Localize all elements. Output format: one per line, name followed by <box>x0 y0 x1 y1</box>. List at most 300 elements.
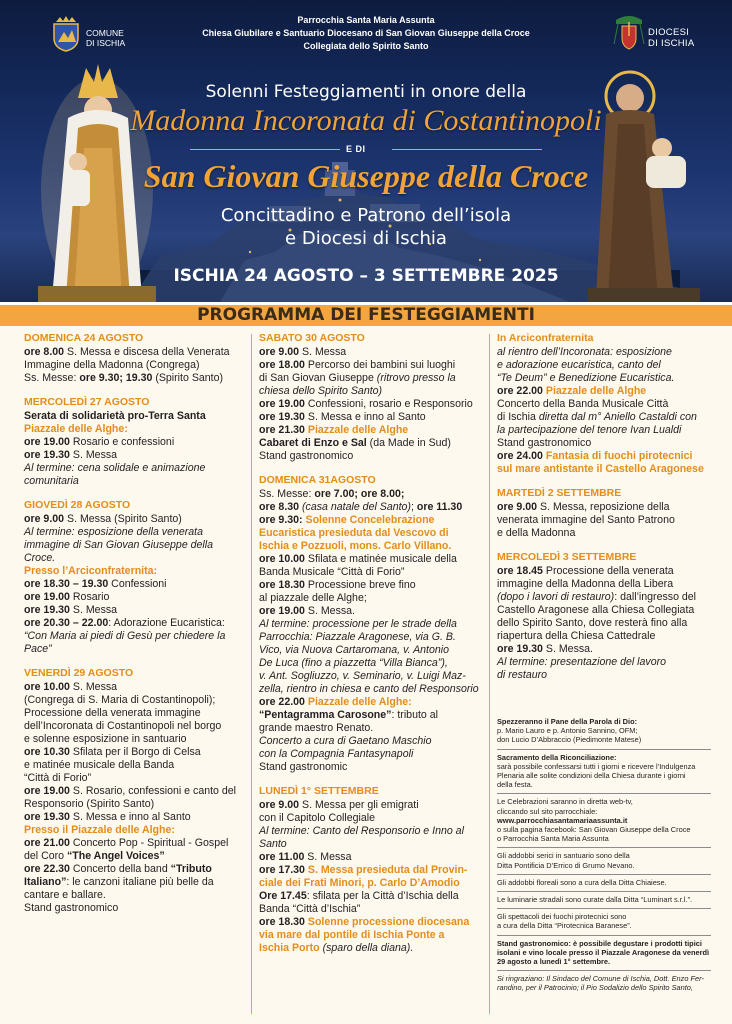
text-run: Percorso dei bambini sui luoghi <box>304 359 456 371</box>
text-run: del Coro <box>24 850 67 862</box>
text-run: ore 24.00 <box>497 450 543 462</box>
program-line <box>497 948 711 957</box>
text-run: S. Messa per gli emigrati <box>299 799 419 811</box>
program-line <box>24 733 246 746</box>
divider-line <box>190 149 340 150</box>
text-run: S. Messa <box>299 346 347 358</box>
note-item <box>497 936 711 972</box>
program-line <box>24 798 246 811</box>
text-run: ore 9.00 <box>24 513 65 525</box>
text-run: Piazzale delle Alghe: <box>304 696 412 708</box>
text-run: (sparo della diana). <box>319 942 414 954</box>
text-run: ore 19.30 <box>259 411 305 423</box>
text-run: Piazzale delle Alghe <box>542 385 647 397</box>
text-run: Concerto della Banda Musicale Città <box>497 398 669 410</box>
comune-label-line: COMUNE <box>86 28 124 38</box>
text-run: Al termine: processione per le strade della <box>259 618 457 630</box>
program-line <box>24 526 246 539</box>
poster-header <box>0 0 732 302</box>
text-run: dell’Incoronata di Costantinopoli nel borgo <box>24 720 222 732</box>
text-run: S. Messa. <box>542 643 593 655</box>
text-run: con la Compagnia Fantasynapoli <box>259 748 414 760</box>
text-run: venerata immagine del Santo Patrono <box>497 514 675 526</box>
text-run: Stand gastronomico <box>497 437 592 449</box>
text-run: Eucaristica presieduta dal Vescovo di <box>259 527 449 539</box>
text-run: isolani e vino locale presso il Piazzale Aragonese da venerdì <box>497 947 710 957</box>
program-line <box>24 902 246 915</box>
text-run: : sfilata per la Città d’Ischia della <box>306 890 459 902</box>
program-line <box>24 720 246 733</box>
text-run: sarà possibile confessarsi tutti i giorni e ricevere l’Indulgenza <box>497 761 696 771</box>
program-line <box>497 604 711 617</box>
program-line <box>497 797 711 806</box>
text-run: dello Spirito Santo, dove resterà fino alla <box>497 617 688 629</box>
text-run: Presso l’Arciconfraternita: <box>24 565 158 577</box>
comune-label <box>86 28 125 48</box>
day-heading: MERCOLEDÌ 3 SETTEMBRE <box>497 551 637 563</box>
text-run: Presso il Piazzale delle Alghe: <box>24 824 175 836</box>
text-run: Solenne processione diocesana <box>304 916 470 928</box>
program-line <box>497 780 711 789</box>
text-run: ore 19.00 <box>259 398 305 410</box>
program-line <box>259 398 485 411</box>
program-line <box>497 514 711 527</box>
program-column <box>259 332 485 955</box>
program-line <box>24 889 246 902</box>
program-line <box>259 579 485 592</box>
program-line <box>259 812 485 825</box>
note-item <box>497 794 711 848</box>
program-line <box>497 735 711 744</box>
text-run: o sulla pagina facebook: San Giovan Giuseppe della Croce <box>497 825 691 835</box>
text-run: ore 10.00 <box>259 553 305 565</box>
program-line <box>497 656 711 669</box>
subtitle-line: e Diocesi di Ischia <box>285 228 447 249</box>
program-line <box>259 722 485 735</box>
program-line <box>497 921 711 930</box>
text-run: (Spirito Santo) <box>152 372 224 384</box>
program-line <box>259 553 485 566</box>
comune-crest-icon <box>50 14 82 52</box>
text-run: immagine di San Giovan Giuseppe della <box>24 539 214 551</box>
text-run: S. Messa, reposizione della <box>537 501 670 513</box>
program-line <box>259 437 485 450</box>
parish-line: Collegiata dello Spirito Santo <box>303 41 429 51</box>
program-line <box>24 346 246 359</box>
program-line <box>24 565 246 578</box>
text-run: www.parrocchiasantamariaassunta.it <box>497 815 628 825</box>
program-line <box>497 816 711 825</box>
day-heading: MARTEDÌ 2 SETTEMBRE <box>497 487 622 499</box>
program-banner <box>0 302 732 326</box>
program-line <box>497 753 711 762</box>
text-run: ore 7.00; ore 8.00; <box>314 488 405 500</box>
program-line <box>497 359 711 372</box>
text-run: Cabaret di <box>259 437 314 449</box>
text-run: la partecipazione del tenore Ivan Lualdi <box>497 424 682 436</box>
diocesi-label <box>648 27 695 49</box>
text-run: Processione breve fino <box>304 579 416 591</box>
text-run: (ritrovo presso la <box>376 372 456 384</box>
program-line <box>497 450 711 463</box>
program-line <box>259 644 485 657</box>
program-line <box>259 696 485 709</box>
text-run: al rientro dell’Incoronata: esposizione <box>497 346 672 358</box>
program-line <box>497 895 711 904</box>
program-line <box>497 643 711 656</box>
program-line <box>259 942 485 955</box>
program-line <box>24 837 246 850</box>
program-line <box>259 916 485 929</box>
text-run: Gli addobbi serici in santuario sono della <box>497 851 630 861</box>
text-run: Ore 17.45 <box>259 890 307 902</box>
program-line <box>259 748 485 761</box>
text-run: S. Messa (Spirito Santo) <box>64 513 182 525</box>
text-run: Italiano” <box>24 876 67 888</box>
event-dates: ISCHIA 24 AGOSTO – 3 SETTEMBRE 2025 <box>173 266 559 286</box>
program-line <box>24 436 246 449</box>
program-line <box>497 346 711 359</box>
program-line <box>259 372 485 385</box>
text-run: ; <box>410 501 417 513</box>
text-run: Serata di solidarietà pro-Terra Santa <box>24 410 206 422</box>
text-run: ore 18.30 <box>259 579 305 591</box>
text-run: Banda “Città d’Ischia” <box>259 903 361 915</box>
note-item <box>497 750 711 795</box>
program-line <box>259 929 485 942</box>
text-run: Al termine: Canto del Responsorio e Inno al <box>259 825 464 837</box>
program-line <box>497 669 711 682</box>
program-line <box>24 824 246 837</box>
text-run: Ss. Messe: <box>24 372 80 384</box>
text-run: Sacramento della Riconciliazione: <box>497 752 617 762</box>
day-heading: SABATO 30 AGOSTO <box>259 332 365 344</box>
text-run: comunitaria <box>24 475 79 487</box>
program-line <box>24 850 246 863</box>
text-run: e della Madonna <box>497 527 576 539</box>
program-line <box>24 410 246 423</box>
text-run: Rosario e confessioni <box>69 436 175 448</box>
note-item <box>497 714 711 750</box>
text-run: di Ischia <box>497 411 539 423</box>
diocesi-label-line: DI ISCHIA <box>648 38 695 49</box>
text-run: Immagine della Madonna (Congrega) <box>24 359 200 371</box>
text-run: S. Messa <box>69 449 118 461</box>
text-run: S. Messa e inno al Santo <box>304 411 426 423</box>
program-line <box>24 694 246 707</box>
program-line <box>259 670 485 683</box>
program-line <box>497 834 711 843</box>
program-line <box>497 912 711 921</box>
program-line <box>24 759 246 772</box>
program-line <box>259 761 485 774</box>
text-run: e solenne esposizione in santuario <box>24 733 187 745</box>
text-run: sul mare antistante il Castello Aragonese <box>497 463 704 475</box>
conjunction-label: E DI <box>346 144 366 154</box>
text-run: Banda Musicale “Città di Forio” <box>259 566 405 578</box>
text-run: S. Messa. <box>304 605 355 617</box>
program-line <box>24 475 246 488</box>
note-item <box>497 971 711 996</box>
text-run: ore 19.30 <box>24 604 70 616</box>
text-run: Si ringraziano: Il Sindaco del Comune di Ischia, Dott. Enzo Fer- <box>497 974 704 984</box>
text-run: ore 9.30: <box>259 514 303 526</box>
text-run: “Pentagramma Carosone” <box>259 709 392 721</box>
program-line <box>497 630 711 643</box>
text-run: ore 10.00 <box>24 681 70 693</box>
text-run: ore 19.30 <box>24 811 70 823</box>
text-run: della festa. <box>497 780 533 790</box>
program-line <box>24 681 246 694</box>
day-heading: GIOVEDÌ 28 AGOSTO <box>24 499 131 511</box>
text-run: ore 21.30 <box>259 424 305 436</box>
program-line <box>259 540 485 553</box>
program-line <box>497 411 711 424</box>
program-line <box>259 450 485 463</box>
madonna-title: Madonna Incoronata di Costantinopoli <box>130 104 602 137</box>
text-run: zella, rientro in chiesa e canto del Responsorio <box>259 683 479 695</box>
program-line <box>497 771 711 780</box>
text-run: : dall’ingresso del <box>614 591 697 603</box>
program-line <box>259 385 485 398</box>
text-run: S. Messa e inno al Santo <box>69 811 191 823</box>
column-divider <box>251 334 252 1014</box>
text-run: ore 17.30 <box>259 864 305 876</box>
program-line <box>259 488 485 501</box>
program-line <box>24 552 246 565</box>
program-line <box>24 707 246 720</box>
program-line <box>24 359 246 372</box>
text-run: immagine della Madonna della Libera <box>497 578 674 590</box>
text-run: Enzo e Sal <box>313 437 367 449</box>
text-run: ore 22.00 <box>259 696 305 708</box>
text-run: ore 18.45 <box>497 565 543 577</box>
program-line <box>259 618 485 631</box>
day-heading: LUNEDÌ 1° SETTEMBRE <box>259 785 379 797</box>
subtitle-line: Concittadino e Patrono dell’isola <box>220 205 512 226</box>
notes-box <box>497 714 711 997</box>
program-line <box>24 604 246 617</box>
note-item <box>497 909 711 935</box>
text-run: Plenaria alle solite condizioni della Chiesa durante i giorni <box>497 771 686 781</box>
day-heading: MERCOLEDÌ 27 AGOSTO <box>24 396 150 408</box>
program-line <box>497 717 711 726</box>
note-item <box>497 848 711 874</box>
text-run: Stand gastronomico <box>24 902 119 914</box>
program-column <box>497 332 711 682</box>
text-run: (casa natale del Santo) <box>302 501 411 513</box>
text-run: Solenne Concelebrazione <box>302 514 435 526</box>
program-line <box>497 807 711 816</box>
program-line <box>259 903 485 916</box>
program-line <box>497 372 711 385</box>
text-run: Ischia Porto <box>259 942 320 954</box>
program-line <box>259 825 485 838</box>
program-line <box>24 643 246 656</box>
program-line <box>497 878 711 887</box>
text-run: Stand gastronomic <box>259 761 348 773</box>
text-run: S. Messa e discesa della Venerata <box>64 346 230 358</box>
program-line <box>497 825 711 834</box>
text-run: ore 9.00 <box>259 346 300 358</box>
program-line <box>259 514 485 527</box>
text-run: e adorazione eucaristica, canto del <box>497 359 661 371</box>
text-run: riapertura della Chiesa Cattedrale <box>497 630 656 642</box>
program-line <box>259 851 485 864</box>
day-heading: In Arciconfraternita <box>497 332 594 344</box>
text-run: Castello Aragonese alla Chiesa Collegiata <box>497 604 695 616</box>
text-run: a cura della Ditta “Pirotecnica Baranese”. <box>497 921 632 931</box>
text-run: Processione della venerata immagine <box>24 707 201 719</box>
text-run: Stand gastronomico: è possibile degustare i prodotti tipici <box>497 938 702 948</box>
text-run: cantare e ballare. <box>24 889 106 901</box>
text-run: Gli addobbi floreali sono a cura della Ditta Chiaiese. <box>497 877 667 887</box>
program-line <box>497 424 711 437</box>
diocesi-crest-icon <box>612 14 646 52</box>
program-line <box>497 565 711 578</box>
program-line <box>497 939 711 948</box>
text-run: Croce. <box>24 552 56 564</box>
text-run: Parrocchia: Piazzale Aragonese, via G. B. <box>259 631 456 643</box>
text-run: ore 19.00 <box>24 591 70 603</box>
program-line <box>497 983 711 992</box>
text-run: ore 11.30 <box>416 501 463 513</box>
program-line <box>497 398 711 411</box>
program-line <box>497 974 711 983</box>
text-run: Spezzeranno il Pane della Parola di Dio: <box>497 717 638 726</box>
text-run: Al termine: presentazione del lavoro <box>497 656 667 668</box>
text-run: S. Messa <box>304 851 352 863</box>
text-run: grande maestro Renato. <box>259 722 374 734</box>
text-run: S. Messa presieduta dal Provin- <box>304 864 468 876</box>
text-run: Al termine: esposizione della venerata <box>24 526 204 538</box>
program-line <box>259 799 485 812</box>
text-run: ore 22.00 <box>497 385 543 397</box>
program-line <box>24 746 246 759</box>
text-run: Processione della venerata <box>542 565 674 577</box>
text-run: ore 19.30 <box>24 449 70 461</box>
text-run: al piazzale delle Alghe; <box>259 592 367 604</box>
text-run: Sfilata per il Borgo di Celsa <box>69 746 201 758</box>
program-line <box>24 785 246 798</box>
text-run: di restauro <box>497 669 548 681</box>
text-run: De Luca (fino a piazzetta “Villa Bianca”), <box>259 657 448 669</box>
text-run: “Te Deum” e Benedizione Eucaristica. <box>497 372 675 384</box>
program-line <box>259 631 485 644</box>
program-line <box>259 683 485 696</box>
note-item <box>497 892 711 909</box>
program-line <box>259 592 485 605</box>
text-run: “Con Maria ai piedi di Gesù per chiedere la <box>24 630 226 642</box>
divider-line <box>392 149 542 150</box>
program-line <box>497 762 711 771</box>
text-run: Fantasia di fuochi pirotecnici <box>542 450 693 462</box>
program-line <box>259 864 485 877</box>
text-run: Piazzale delle Alghe <box>304 424 409 436</box>
program-line <box>24 513 246 526</box>
text-run: (Congrega di S. Maria di Costantinopoli); <box>24 694 216 706</box>
program-line <box>497 726 711 735</box>
program-line <box>24 876 246 889</box>
program-line <box>497 591 711 604</box>
program-line <box>259 735 485 748</box>
column-divider <box>489 334 490 1014</box>
text-run: ore 9.00 <box>497 501 538 513</box>
subtitle <box>150 204 582 250</box>
text-run: : tributo al <box>391 709 438 721</box>
program-line <box>259 877 485 890</box>
day-heading: DOMENICA 24 AGOSTO <box>24 332 144 344</box>
text-run: Ss. Messe: <box>259 488 315 500</box>
text-run: (da Made in Sud) <box>366 437 451 449</box>
text-run: Rosario <box>69 591 110 603</box>
text-run: ore 8.00 <box>24 346 65 358</box>
text-run: Concerto a cura di Gaetano Maschio <box>259 735 432 747</box>
day-heading: DOMENICA 31AGOSTO <box>259 474 376 486</box>
parish-line: Chiesa Giubilare e Santuario Diocesano di San Giovan Giuseppe della Croce <box>202 28 530 38</box>
text-run: ore 18.30 <box>259 916 305 928</box>
text-run: S. Rosario, confessioni e canto del <box>69 785 237 797</box>
program-line <box>259 838 485 851</box>
text-run: “Città di Forio” <box>24 772 92 784</box>
text-run: Le luminarie stradali sono curate dalla Ditta “Luminart s.r.l.”. <box>497 895 693 905</box>
parish-line: Parrocchia Santa Maria Assunta <box>297 15 435 25</box>
program-line <box>497 463 711 476</box>
text-run: Ditta Pontificia D’Errico di Grumo Nevano. <box>497 860 635 870</box>
text-run: Le Celebrazioni saranno in diretta web-tv, <box>497 797 633 807</box>
text-run: via mare dal pontile di Ischia Ponte a <box>259 929 445 941</box>
saint-title: San Giovan Giuseppe della Croce <box>143 158 589 194</box>
text-run: o Parrocchia Santa Maria Assunta <box>497 834 609 844</box>
program-line <box>259 527 485 540</box>
text-run: Stand gastronomico <box>259 450 354 462</box>
parish-names <box>170 14 562 53</box>
program-line <box>497 578 711 591</box>
program-column <box>24 332 246 915</box>
text-run: Ischia e Pozzuoli, mons. Carlo Villano. <box>259 540 452 552</box>
banner-title: PROGRAMMA DEI FESTEGGIAMENTI <box>197 305 535 325</box>
text-run: ore 9.30; 19.30 <box>79 372 153 384</box>
text-run: ore 21.00 <box>24 837 70 849</box>
text-run: “Tributo <box>170 863 212 875</box>
text-run: ore 10.30 <box>24 746 70 758</box>
program-line <box>24 617 246 630</box>
program-line <box>24 462 246 475</box>
text-run: e matinée musicale della Banda <box>24 759 175 771</box>
program-line <box>24 630 246 643</box>
text-run: Confessioni <box>108 578 167 590</box>
text-run: ore 18.30 – 19.30 <box>24 578 109 590</box>
text-run: p. Mario Lauro e p. Antonio Sannino, OFM; <box>497 726 638 736</box>
program-line <box>497 501 711 514</box>
program-line <box>259 346 485 359</box>
text-run: Sfilata e matinée musicale della <box>304 553 457 565</box>
text-run: don Lucio D’Abbraccio (Piedimonte Matese) <box>497 735 642 745</box>
program-line <box>497 957 711 966</box>
program-line <box>497 617 711 630</box>
text-run: ore 11.00 <box>259 851 305 863</box>
program-line <box>24 578 246 591</box>
program-line <box>259 501 485 514</box>
program-line <box>259 411 485 424</box>
text-run: 29 agosto a lunedì 1° settembre. <box>497 957 611 967</box>
text-run: “The Angel Voices” <box>67 850 165 862</box>
text-run: ore 19.00 <box>259 605 305 617</box>
text-run: ore 20.30 – 22.00 <box>24 617 109 629</box>
program-line <box>24 863 246 876</box>
text-run: Al termine: cena solidale e animazione <box>24 462 206 474</box>
text-run: chiesa dello Spirito Santo) <box>259 385 383 397</box>
